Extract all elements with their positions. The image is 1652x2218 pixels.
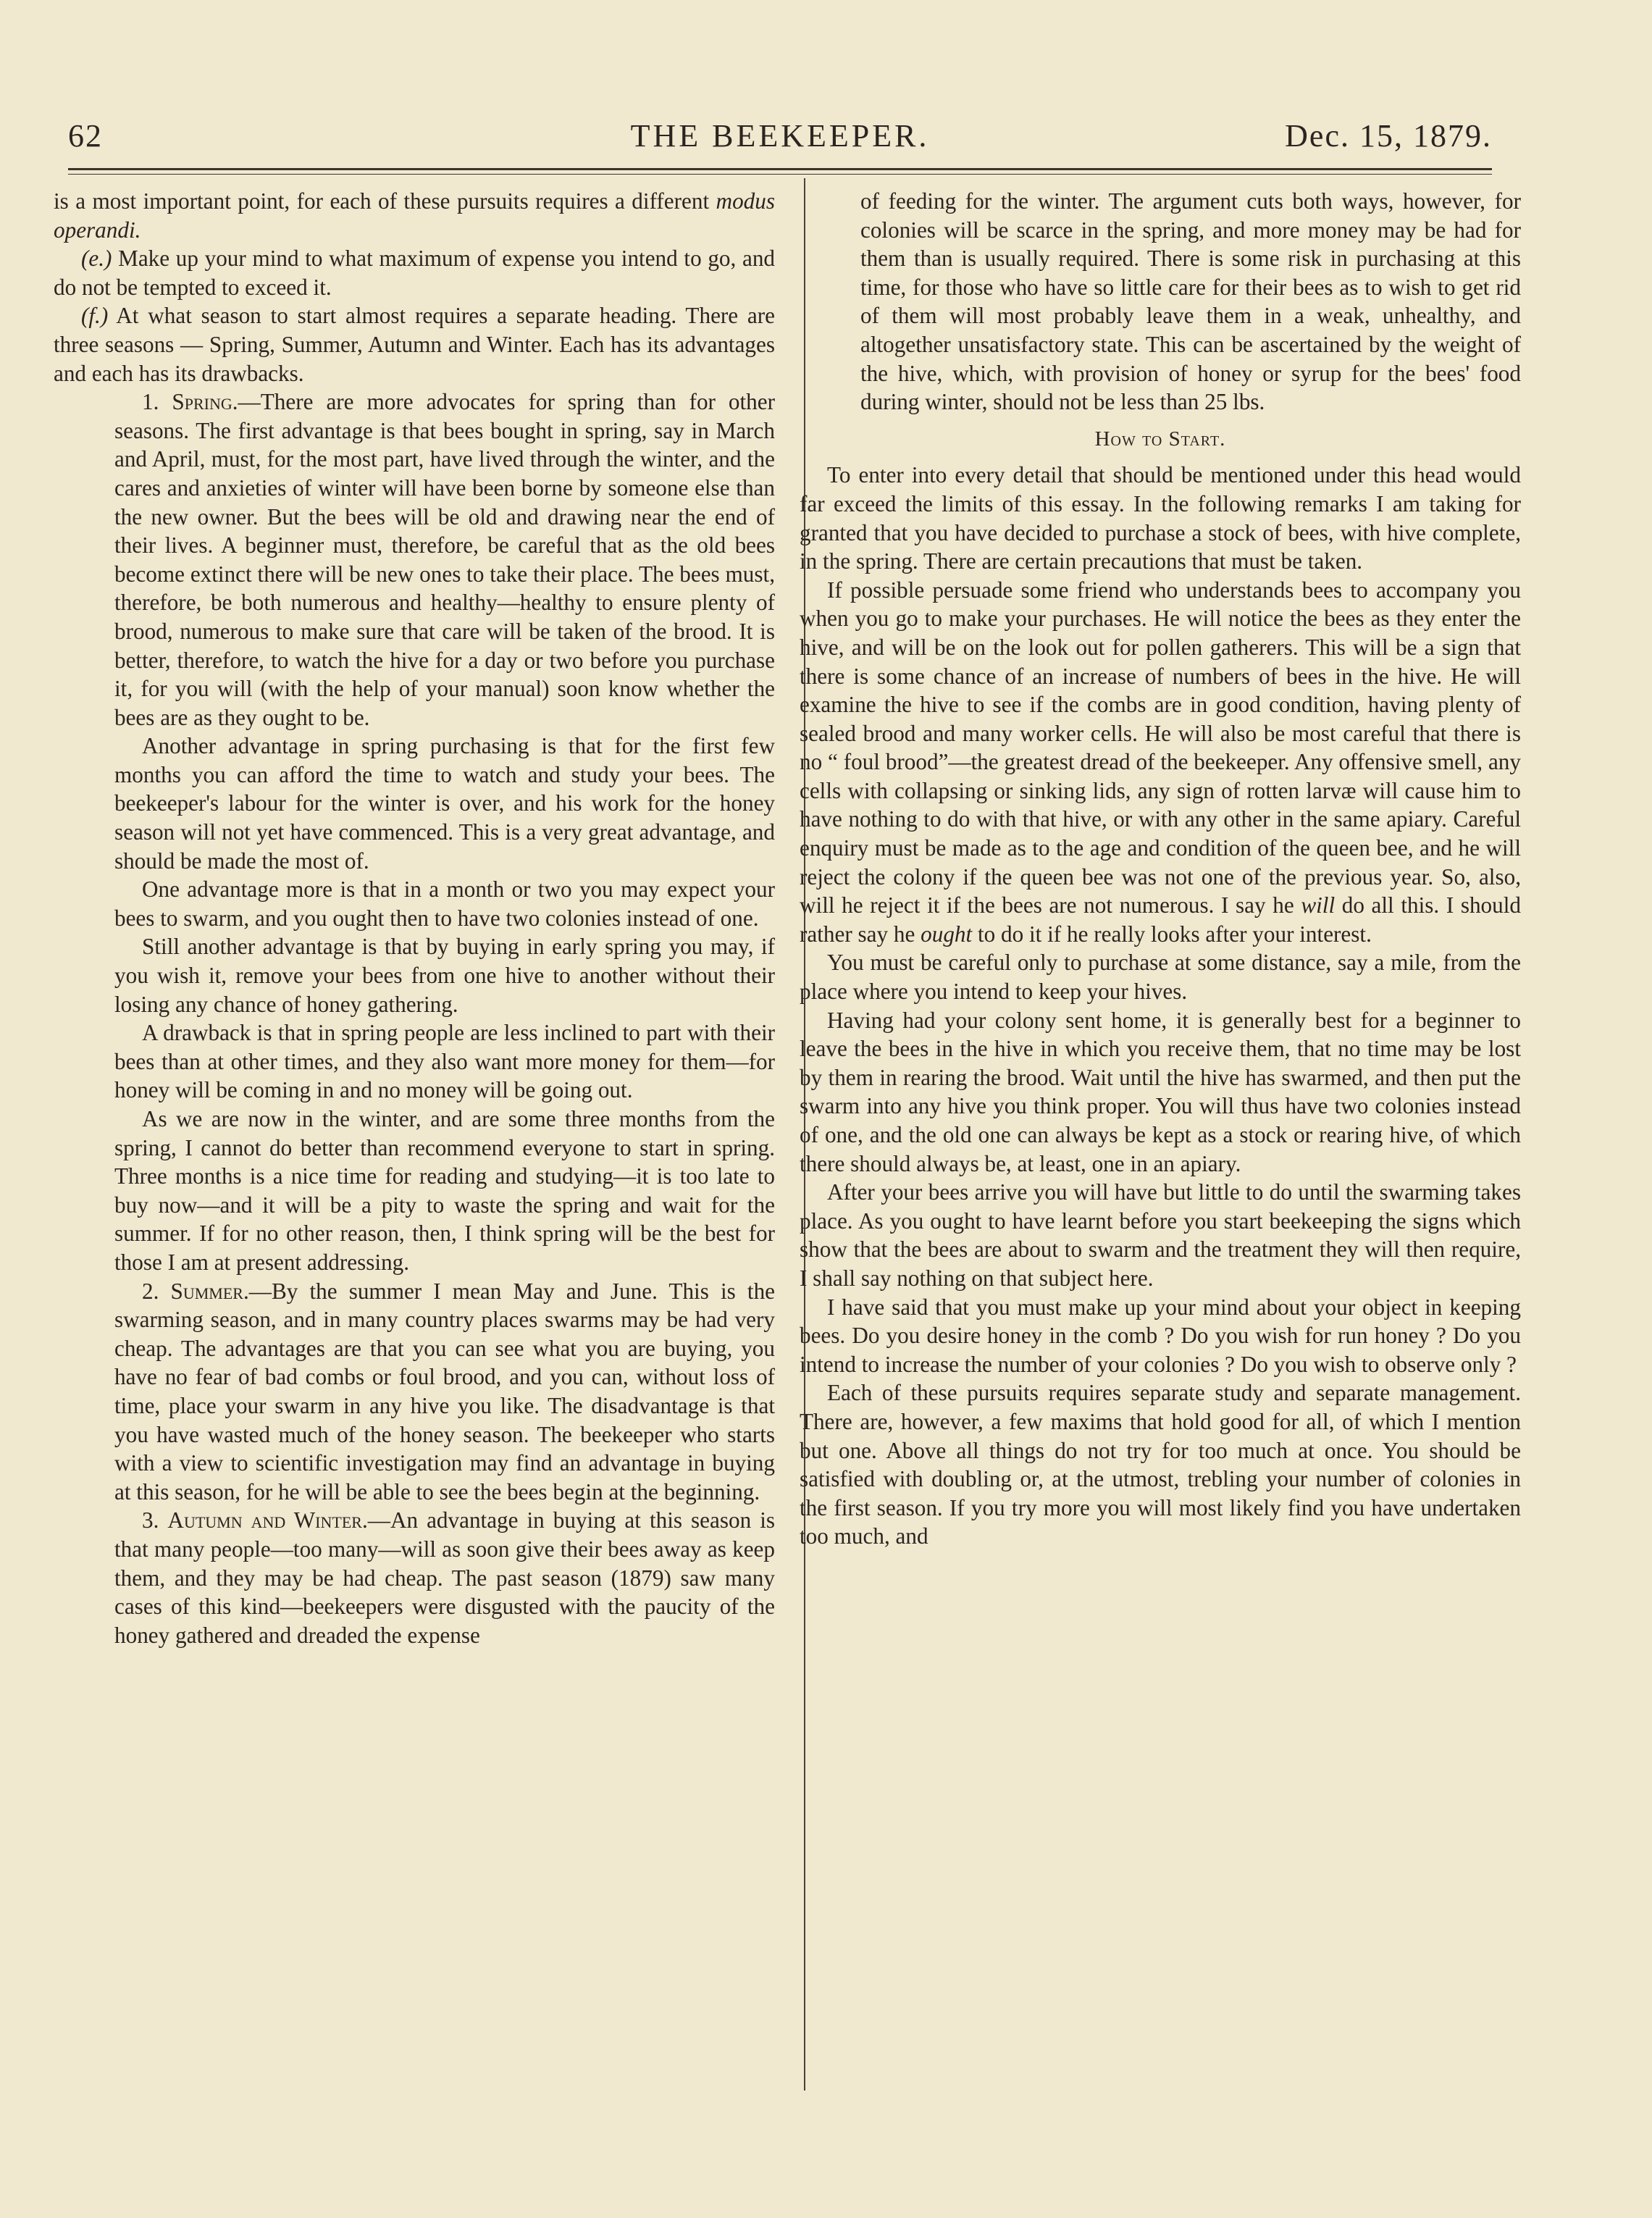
paragraph: As we are now in the winter, and are some three months from the spring, I cannot do better than recommend everyone to start in spring. Three months is a nice time for reading and studying—it is too late to buy now—and it will be a pity to waste the spring and wait for the summer. If for no other reason, then, I think spring will be the best for those I am at present addressing. [114, 1106, 775, 1275]
paragraph: After your bees arrive you will have but little to do until the swarming takes place. As you ought to have learnt before you start beekeeping the signs which show that the bees are about to swarm and the treatment they will then require, I shall say nothing on that subject here. [800, 1179, 1521, 1291]
right-column [800, 187, 1521, 1551]
paragraph: I have said that you must make up your mind about your object in keeping bees. Do you desire honey in the comb ? Do you wish for run honey ? Do you intend to increase the number of your colonies ? Do you wish to observe only ? [800, 1294, 1521, 1377]
paragraph: (f.) At what season to start almost requires a separate heading. There are three seasons — Spring, Summer, Autumn and Winter. Each has its advantages and each has its drawbacks. [54, 303, 775, 386]
left-column [54, 187, 775, 1649]
paragraph: Each of these pursuits requires separate study and separate management. There are, however, a few maxims that hold good for all, of which I mention but one. Above all things do not try for too much at once. You should be satisfied with doubling or, at the utmost, trebling your number of colonies in the first season. If you try more you will most likely find you have undertaken too much, and [800, 1380, 1521, 1549]
paragraph: of feeding for the winter. The argument cuts both ways, however, for colonies will be scarce in the spring, and more money may be had for them than is usually required. There is some risk in purchasing at this time, for those who have so little care for their bees as to wish to get rid of them will most probably leave them in a weak, unhealthy, and altogether unsatisfactory state. This can be ascertained by the weight of the hive, which, with provision of honey or syrup for the bees' food during winter, should not be less than 25 lbs. [860, 188, 1521, 415]
journal-title: THE BEEKEEPER. [630, 118, 930, 154]
paragraph: Another advantage in spring purchasing is that for the first few months you can afford the time to watch and study your bees. The beekeeper's labour for the winter is over, and his work for the honey season will not yet have commenced. This is a very great advantage, and should be made the most of. [114, 733, 775, 874]
paragraph: Still another advantage is that by buying in early spring you may, if you wish it, remove your bees from one hive to another without their losing any chance of honey gathering. [114, 934, 775, 1017]
paragraph: To enter into every detail that should be mentioned under this head would far exceed the limits of this essay. In the following remarks I am taking for granted that you have decided to purchase a stock of bees, with hive complete, in the spring. There are certain precautions that must be taken. [800, 462, 1521, 574]
spring-section: 1. Spring.—There are more advocates for spring than for other seasons. The first advantage is that bees bought in spring, say in March and April, must, for the most part, have lived through the winter, and the cares and anxieties of winter will have been borne by someone else than the new owner. But the bees will be old and drawing near the end of their lives. A beginner must, therefore, be careful that as the old bees become extinct there will be new ones to take their place. The bees must, therefore, be both numerous and healthy—healthy to ensure plenty of brood, numerous to make sure that care will be taken of the brood. It is better, therefore, to watch the hive for a day or two before you purchase it, for you will (with the help of your manual) soon know whether the bees are as they ought to be. [114, 389, 776, 730]
paragraph: (e.) Make up your mind to what maximum of expense you intend to go, and do not be tempted to exceed it. [54, 246, 776, 300]
paragraph: Having had your colony sent home, it is generally best for a beginner to leave the bees in the hive in which you receive them, that no time may be lost by them in rearing the brood. Wait until the hive has swarmed, and then put the swarm into any hive you think proper. You will thus have two colonies instead of one, and the old one can always be kept as a stock or rearing hive, of which there should always be, at least, one in an apiary. [800, 1007, 1521, 1176]
page-header [68, 117, 1492, 162]
paragraph: If possible persuade some friend who understands bees to accompany you when you go to make your purchases. He will notice the bees as they enter the hive, and will be on the look out for pollen gatherers. This will be a sign that there is some chance of an increase of numbers of bees in the hive. He will examine the hive to see if the combs are in good condition, having plenty of sealed brood and many worker cells. He will also be most careful that there is no “ foul brood”—the greatest dread of the beekeeper. Any offensive smell, any cells with collapsing or sinking lids, any sign of rotten larvæ will cause him to have nothing to do with that hive, or with any other in the same apiary. Careful enquiry must be made as to the age and condition of the queen bee, and he will reject the colony if the queen bee was not one of the previous year. So, also, will he reject it if the bees are not numerous. I say he will do all this. I should rather say he ought to do it if he really looks after your interest. [800, 577, 1522, 947]
paragraph: is a most important point, for each of these pursuits requires a different modus operandi. [54, 188, 775, 243]
issue-date: Dec. 15, 1879. [1285, 118, 1492, 154]
page-number: 62 [68, 118, 103, 154]
section-heading: How to Start. [1094, 427, 1226, 451]
paragraph: One advantage more is that in a month or two you may expect your bees to swarm, and you ought then to have two colonies instead of one. [114, 876, 775, 931]
autumn-winter-section: 3. Autumn and Winter.—An advantage in buying at this season is that many people—too many—will as soon give their bees away as keep them, and they may be had cheap. The past season (1879) saw many cases of this kind—beekeepers were disgusted with the paucity of the honey gathered and dreaded the expense [114, 1507, 776, 1648]
paragraph: A drawback is that in spring people are less inclined to part with their bees than at other times, and they also want more money for them—for honey will be coming in and no money will be going out. [114, 1020, 775, 1103]
summer-section: 2. Summer.—By the summer I mean May and June. This is the swarming season, and in many country places swarms may be had very cheap. The advantages are that you can see what you are buying, you have no fear of bad combs or foul brood, and you can, without loss of time, place your swarm in any hive you like. The disadvantage is that you have wasted much of the honey season. The beekeeper who starts with a view to scientific investigation may find an advantage in buying at this season, for he will be able to see the bees begin at the beginning. [114, 1278, 776, 1505]
paragraph: You must be careful only to purchase at some distance, say a mile, from the place where you intend to keep your hives. [800, 950, 1521, 1005]
header-rule-thin [68, 174, 1492, 175]
header-rule [68, 168, 1492, 170]
